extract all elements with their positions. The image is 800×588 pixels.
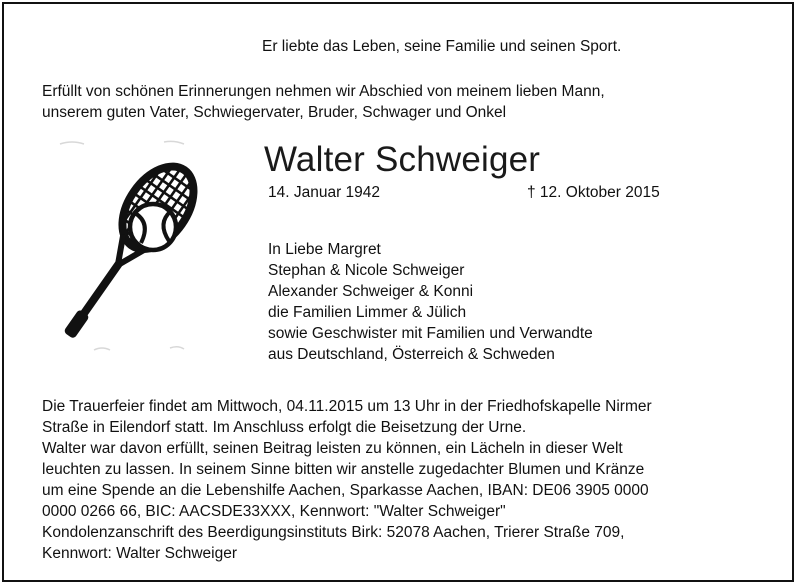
service-line: Kennwort: Walter Schweiger bbox=[42, 545, 237, 562]
service-line: Walter war davon erfüllt, seinen Beitrag leisten zu können, ein Lächeln in dieser Welt bbox=[42, 440, 623, 457]
service-line: Die Trauerfeier findet am Mittwoch, 04.11.2015 um 13 Uhr in der Friedhofskapelle Nirmer bbox=[42, 398, 652, 415]
mourner-line: sowie Geschwister mit Familien und Verwandte bbox=[268, 325, 593, 342]
motto: Er liebte das Leben, seine Familie und seinen Sport. bbox=[262, 38, 622, 55]
birth-date: 14. Januar 1942 bbox=[268, 184, 381, 201]
mourner-line: In Liebe Margret bbox=[268, 241, 381, 258]
mourner-line: aus Deutschland, Österreich & Schweden bbox=[268, 346, 555, 363]
mourner-line: Alexander Schweiger & Konni bbox=[268, 283, 474, 300]
service-information bbox=[42, 396, 652, 564]
tennis-racket-and-ball-icon bbox=[52, 136, 202, 368]
intro-line: Erfüllt von schönen Erinnerungen nehmen wir Abschied von meinem lieben Mann, bbox=[42, 83, 605, 100]
service-line: 0000 0266 66, BIC: AACSDE33XXX, Kennwort: "Walter Schweiger" bbox=[42, 503, 506, 520]
deceased-name: Walter Schweiger bbox=[264, 140, 541, 179]
service-line: um eine Spende an die Lebenshilfe Aachen, Sparkasse Aachen, IBAN: DE06 3905 0000 bbox=[42, 482, 649, 499]
service-line: leuchten zu lassen. In seinem Sinne bitten wir anstelle zugedachter Blumen und Kränze bbox=[42, 461, 645, 478]
mourner-line: die Familien Limmer & Jülich bbox=[268, 304, 467, 321]
mourners-list bbox=[268, 239, 593, 365]
obituary-notice bbox=[2, 2, 794, 582]
service-line: Straße in Eilendorf statt. Im Anschluss erfolgt die Beisetzung der Urne. bbox=[42, 419, 527, 436]
death-date: † 12. Oktober 2015 bbox=[527, 184, 660, 201]
intro-line: unserem guten Vater, Schwiegervater, Bruder, Schwager und Onkel bbox=[42, 104, 507, 121]
intro-text bbox=[42, 81, 605, 123]
mourner-line: Stephan & Nicole Schweiger bbox=[268, 262, 465, 279]
service-line: Kondolenzanschrift des Beerdigungsinstituts Birk: 52078 Aachen, Trierer Straße 709, bbox=[42, 524, 625, 541]
